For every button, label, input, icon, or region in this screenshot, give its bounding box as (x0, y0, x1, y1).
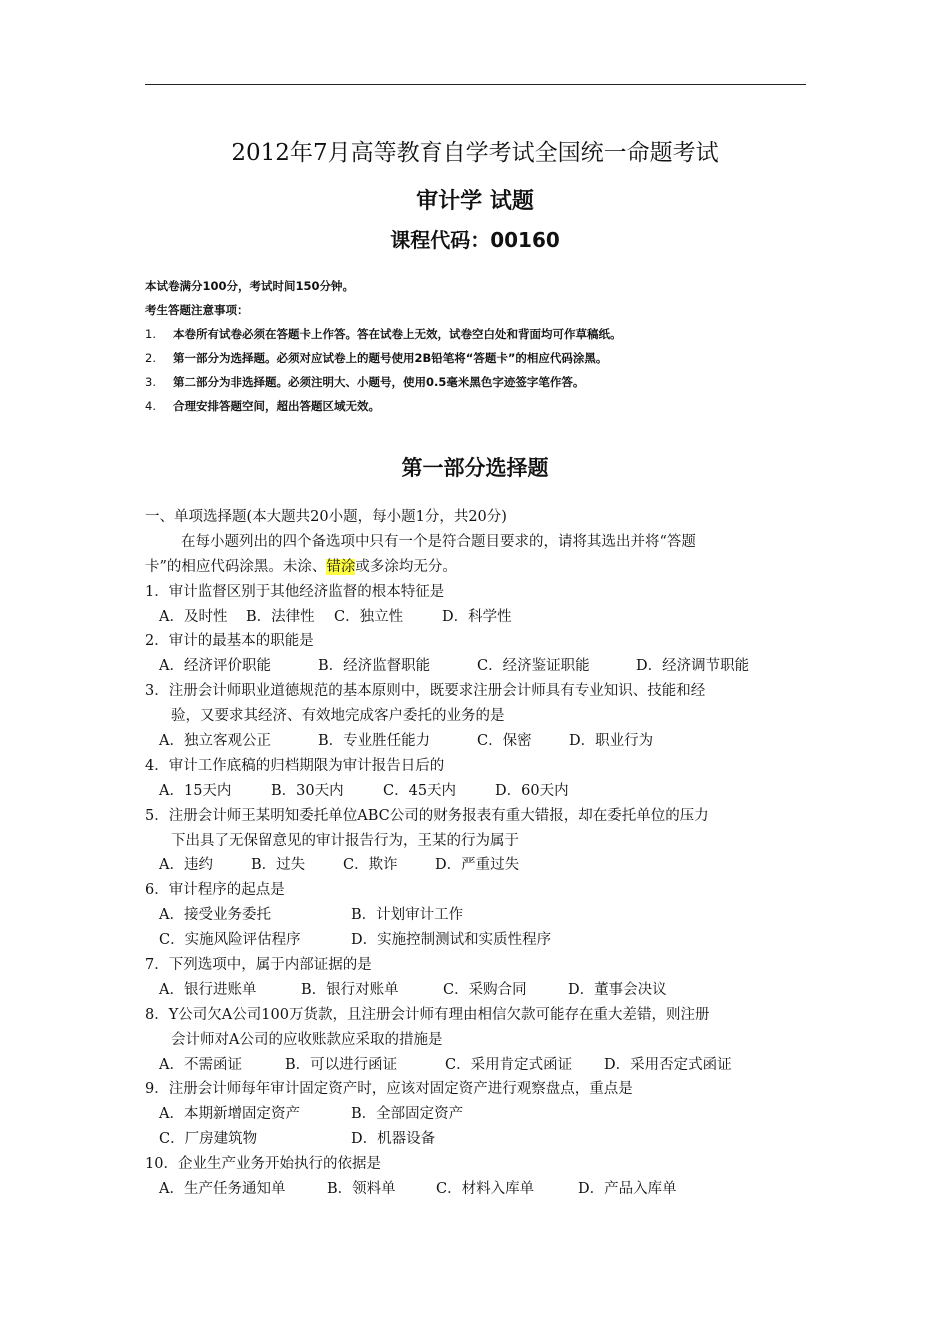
option-c: C．独立性 (334, 608, 404, 625)
option-d: D．经济调节职能 (636, 658, 750, 675)
course-code: 课程代码：00160 (390, 228, 560, 252)
exam-title: 2012年7月高等教育自学考试全国统一命题考试 (231, 140, 719, 166)
option-d: D．严重过失 (435, 857, 520, 874)
exam-notes (145, 274, 805, 418)
notes-item-number: 3. (145, 375, 156, 389)
option-b: B．计划审计工作 (351, 907, 464, 924)
option-d: D．采用否定式函证 (604, 1056, 732, 1073)
option-b: B．专业胜任能力 (318, 733, 431, 750)
notes-item-text: 本卷所有试卷必须在答题卡上作答。答在试卷上无效，试卷空白处和背面均可作草稿纸。 (173, 327, 622, 341)
option-c: C．材料入库单 (436, 1181, 535, 1198)
question-options (145, 1102, 810, 1127)
option-d: D．科学性 (442, 608, 512, 625)
instructions-line (145, 555, 810, 580)
question-stem: 2．审计的最基本的职能是 (145, 633, 314, 650)
option-b: B．法律性 (246, 608, 315, 625)
question-stem: 4．审计工作底稿的归档期限为审计报告日后的 (145, 757, 445, 774)
option-a: A．经济评价职能 (159, 658, 271, 675)
option-c: C．45天内 (383, 782, 457, 799)
question-options (145, 978, 810, 1003)
question-options (145, 903, 810, 928)
notes-line-score: 本试卷满分100分，考试时间150分钟。 (145, 279, 355, 293)
notes-item (145, 322, 805, 346)
option-d: D．机器设备 (351, 1131, 436, 1148)
option-c: C．实施风险评估程序 (159, 932, 301, 949)
option-c: C．厂房建筑物 (159, 1131, 258, 1148)
instructions-line: 在每小题列出的四个备选项中只有一个是符合题目要求的，请将其选出并将“答题 (181, 533, 696, 550)
option-d: D．职业行为 (569, 733, 654, 750)
question-options (145, 654, 810, 679)
option-a: A．独立客观公正 (159, 733, 271, 750)
question-stem: 8．Y公司欠A公司100万货款，且注册会计师有理由相信欠款可能存在重大差错，则注册 (145, 1006, 710, 1023)
section-heading: 一、单项选择题(本大题共20小题，每小题1分，共20分) (145, 509, 507, 525)
option-a: A．本期新增固定资产 (159, 1106, 300, 1123)
notes-item (145, 394, 805, 418)
option-a: A．及时性 (159, 608, 228, 625)
option-b: B．银行对账单 (301, 981, 399, 998)
option-a: A．15天内 (159, 782, 232, 799)
question-stem: 10．企业生产业务开始执行的依据是 (145, 1156, 381, 1173)
option-a: A．接受业务委托 (159, 907, 271, 924)
notes-item (145, 370, 805, 394)
option-b: B．30天内 (271, 782, 344, 799)
highlighted-text: 错涂 (326, 558, 356, 575)
question-options (145, 1127, 810, 1152)
option-d: D．产品入库单 (578, 1181, 677, 1198)
notes-item-number: 1. (145, 327, 156, 341)
option-b: B．全部固定资产 (351, 1106, 464, 1123)
option-a: A．银行进账单 (159, 981, 257, 998)
option-d: D．60天内 (495, 782, 569, 799)
part-title: 第一部分选择题 (401, 456, 549, 480)
question-options (145, 605, 810, 630)
question-options (145, 1053, 810, 1078)
notes-item-number: 2. (145, 351, 156, 365)
notes-item-text: 第二部分为非选择题。必须注明大、小题号，使用0.5毫米黑色字迹签字笔作答。 (173, 375, 585, 389)
option-b: B．领料单 (327, 1181, 396, 1198)
question-stem: 5．注册会计师王某明知委托单位ABC公司的财务报表有重大错报，却在委托单位的压力 (145, 807, 709, 824)
option-c: C．欺诈 (343, 857, 398, 874)
question-options (145, 729, 810, 754)
question-options (145, 779, 810, 804)
question-stem-continued: 验，又要求其经济、有效地完成客户委托的业务的是 (171, 708, 505, 725)
notes-item-text: 合理安排答题空间，超出答题区域无效。 (173, 399, 380, 413)
instructions-text: 或多涂均无分。 (355, 558, 457, 575)
option-b: B．可以进行函证 (285, 1056, 398, 1073)
option-c: C．保密 (477, 733, 532, 750)
option-a: A．不需函证 (159, 1056, 242, 1073)
question-options (145, 928, 810, 953)
notes-line-heading: 考生答题注意事项： (145, 303, 249, 317)
instructions-text: 卡”的相应代码涂黑。未涂、 (145, 558, 327, 575)
question-stem-continued: 下出具了无保留意见的审计报告行为，王某的行为属于 (171, 832, 519, 849)
question-stem-continued: 会计师对A公司的应收账款应采取的措施是 (171, 1031, 443, 1048)
option-b: B．经济监督职能 (318, 658, 431, 675)
notes-item (145, 346, 805, 370)
question-options (145, 853, 810, 878)
subject-title: 审计学 试题 (416, 189, 534, 214)
question-stem: 6．审计程序的起点是 (145, 882, 285, 899)
option-c: C．经济鉴证职能 (477, 658, 590, 675)
option-c: C．采用肯定式函证 (445, 1056, 573, 1073)
question-stem: 3．注册会计师职业道德规范的基本原则中，既要求注册会计师具有专业知识、技能和经 (145, 683, 706, 700)
option-b: B．过失 (251, 857, 306, 874)
option-a: A．违约 (159, 857, 213, 874)
header-rule (145, 84, 806, 85)
notes-item-text: 第一部分为选择题。必须对应试卷上的题号使用2B铅笔将“答题卡”的相应代码涂黑。 (173, 351, 608, 365)
question-stem: 1．审计监督区别于其他经济监督的根本特征是 (145, 583, 445, 600)
question-stem: 7．下列选项中，属于内部证据的是 (145, 957, 372, 974)
question-stem: 9．注册会计师每年审计固定资产时，应该对固定资产进行观察盘点，重点是 (145, 1081, 633, 1098)
option-d: D．董事会决议 (568, 981, 667, 998)
option-c: C．采购合同 (443, 981, 527, 998)
option-a: A．生产任务通知单 (159, 1181, 286, 1198)
option-d: D．实施控制测试和实质性程序 (351, 932, 552, 949)
notes-item-number: 4. (145, 399, 156, 413)
questions-body (145, 505, 810, 1202)
question-options (145, 1177, 810, 1202)
